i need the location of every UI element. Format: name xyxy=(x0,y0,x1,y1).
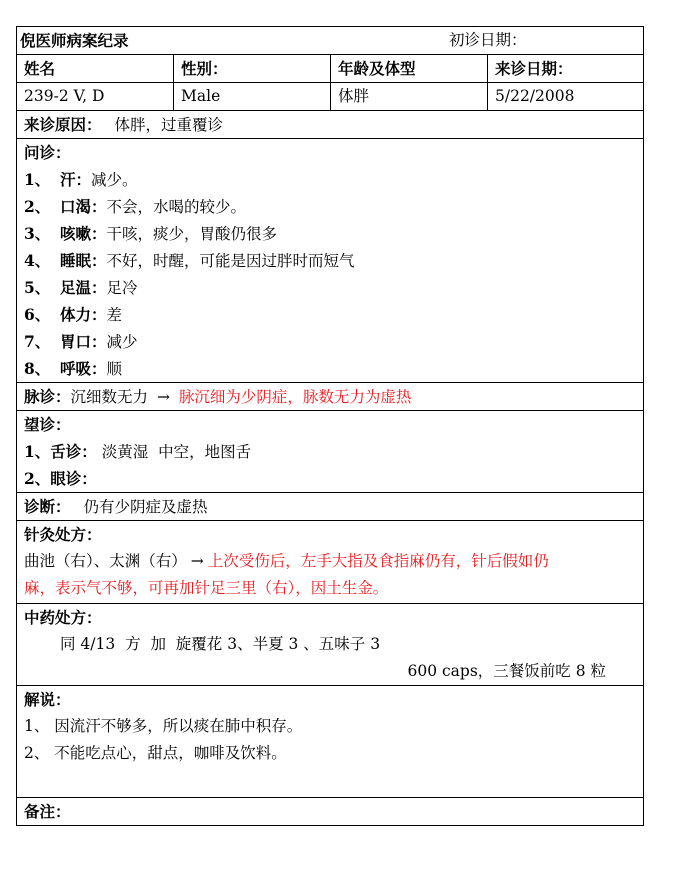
observation-section xyxy=(17,411,644,493)
eye-label: 2、眼诊： xyxy=(24,469,97,488)
explanation-section xyxy=(17,686,644,798)
reason-label: 来诊原因： xyxy=(24,115,102,134)
visit-date-label: 来诊日期： xyxy=(495,59,573,78)
acupuncture-section xyxy=(17,521,644,604)
inquiry-item: 8、 呼吸：顺 xyxy=(24,359,123,378)
inquiry-section xyxy=(17,139,644,383)
acupuncture-points: 曲池（右）、太渊（右） xyxy=(24,552,187,570)
inquiry-item: 1、 汗：减少。 xyxy=(24,170,138,189)
gender-label: 性别： xyxy=(181,59,228,78)
inquiry-item: 2、 口渴：不会，水喝的较少。 xyxy=(24,197,247,216)
inquiry-item: 6、 体力：差 xyxy=(24,305,123,324)
herbal-dosage: 600 caps，三餐饭前吃 8 粒 xyxy=(407,662,607,680)
pulse-label: 脉诊： xyxy=(24,387,71,406)
patient-gender-value: Male xyxy=(181,87,221,105)
patient-body-type-value: 体胖 xyxy=(338,87,370,105)
right-arrow-icon: → xyxy=(156,388,170,406)
tongue-label: 1、舌诊： xyxy=(24,442,97,461)
inquiry-item: 5、 足温：足冷 xyxy=(24,278,138,297)
reason-text: 体胖，过重覆诊 xyxy=(114,116,223,134)
remarks-label: 备注： xyxy=(24,802,71,821)
acupuncture-note-line2: 麻，表示气不够，可再加针足三里（右），因土生金。 xyxy=(24,579,389,597)
age-body-label: 年龄及体型 xyxy=(338,59,416,78)
remarks-row xyxy=(17,798,644,826)
patient-header-row xyxy=(17,55,644,83)
herbal-formula: 同 4/13 方 加 旋覆花 3、半夏 3 、五味子 3 xyxy=(60,635,381,653)
pulse-text: 沉细数无力 xyxy=(70,388,149,406)
pulse-row xyxy=(17,383,644,411)
diagnosis-row xyxy=(17,493,644,521)
observation-label: 望诊： xyxy=(24,415,71,434)
inquiry-item: 4、 睡眠：不好，时醒，可能是因过胖时而短气 xyxy=(24,251,355,270)
acupuncture-note-line1: 上次受伤后，左手大指及食指麻仍有，针后假如仍 xyxy=(207,552,549,570)
explanation-item: 1、 因流汗不够多，所以痰在肺中积存。 xyxy=(24,717,303,735)
right-arrow-icon: → xyxy=(190,552,204,570)
medical-record-table xyxy=(16,26,644,826)
explanation-item: 2、 不能吃点心，甜点，咖啡及饮料。 xyxy=(24,744,287,762)
acupuncture-label: 针灸处方： xyxy=(24,525,102,544)
inquiry-item: 3、 咳嗽：干咳，痰少，胃酸仍很多 xyxy=(24,224,278,243)
herbal-section xyxy=(17,604,644,686)
herbal-label: 中药处方： xyxy=(24,608,102,627)
diagnosis-text: 仍有少阴症及虚热 xyxy=(83,498,208,516)
record-title: 倪医师病案纪录 xyxy=(20,31,129,50)
title-row xyxy=(17,27,644,55)
patient-values-row xyxy=(17,83,644,111)
first-visit-date-label: 初诊日期： xyxy=(449,31,527,49)
inquiry-label: 问诊： xyxy=(24,143,71,162)
explanation-label: 解说： xyxy=(24,690,71,709)
patient-visit-date-value: 5/22/2008 xyxy=(495,87,575,105)
name-label: 姓名 xyxy=(24,59,56,78)
inquiry-item: 7、 胃口：减少 xyxy=(24,332,138,351)
diagnosis-label: 诊断： xyxy=(24,497,71,516)
tongue-text: 淡黄湿 中空，地图舌 xyxy=(101,443,252,461)
reason-row xyxy=(17,111,644,139)
patient-name-value: 239-2 V, D xyxy=(24,87,105,105)
pulse-note: 脉沉细为少阴症，脉数无力为虚热 xyxy=(178,388,412,406)
